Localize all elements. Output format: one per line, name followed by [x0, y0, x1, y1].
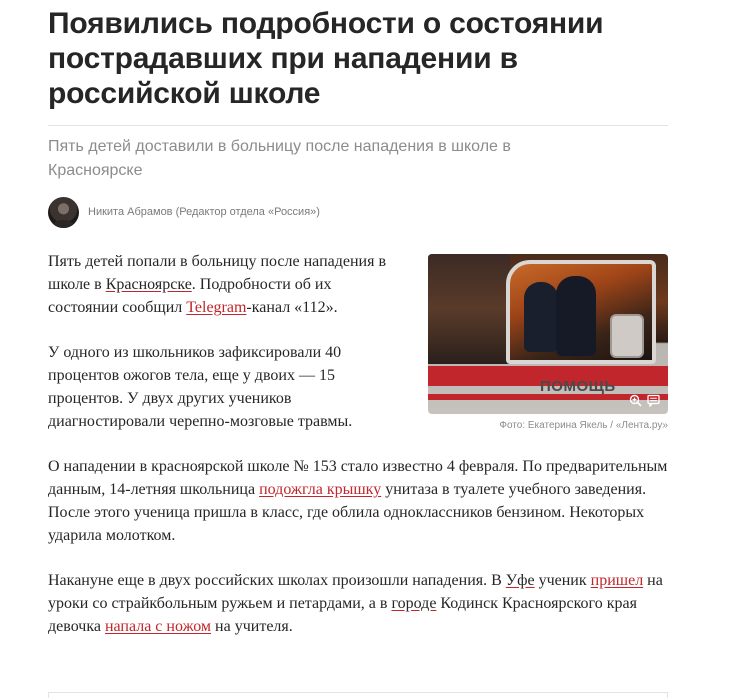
- article-figure: [428, 254, 668, 431]
- next-block-edge: [48, 692, 668, 698]
- article-photo[interactable]: [428, 254, 668, 414]
- paragraph-4-text: Накануне еще в двух российских школах произошли нападения. В: [48, 572, 506, 589]
- author-byline[interactable]: [48, 196, 668, 228]
- author-name[interactable]: Никита Абрамов (Редактор отдела «Россия»): [88, 206, 320, 218]
- zoom-icon[interactable]: [629, 394, 642, 407]
- link-ufa[interactable]: Уфе: [505, 572, 535, 589]
- photo-text: ПОМОЩЬ: [540, 378, 616, 395]
- paragraph-1: [48, 250, 398, 319]
- paragraph-4-text-4: Кодинск Красноярского края девочка: [48, 595, 637, 635]
- paragraph-4: [48, 569, 668, 638]
- paragraph-1-text-2: . Подробности об их состоянии сообщил: [48, 276, 332, 316]
- link-napala-s-nozhom[interactable]: напала с ножом: [104, 618, 212, 635]
- link-telegram[interactable]: Telegram: [186, 299, 247, 316]
- link-krasnoyarsk[interactable]: Красноярске: [105, 276, 192, 293]
- paragraph-3-text: О нападении в красноярской школе № 153 стало известно 4 февраля. По предварительным данным, 14-летняя школьница: [48, 458, 668, 498]
- paragraph-2: У одного из школьников зафиксировали 40 процентов ожогов тела, еще у двоих — 15 процентов. У двух других учеников диагностировали черепно-мозговые травмы.: [48, 344, 353, 430]
- link-prishel[interactable]: пришел: [590, 572, 644, 589]
- article-headline: Появились подробности о состоянии пострадавших при нападении в российской школе: [48, 7, 604, 110]
- link-podozhgla-kryshku[interactable]: подожгла крышку: [259, 481, 382, 498]
- headline-divider: [48, 125, 668, 126]
- paragraph-1-text-3: -канал «112».: [246, 299, 338, 316]
- paragraph-4-text-3: на уроки со страйкбольным ружьем и петардами, а в: [48, 572, 663, 612]
- paragraph-4-text-2: ученик: [534, 572, 591, 589]
- article-lede: Пять детей доставили в больницу после нападения в школе в Красноярске: [48, 138, 511, 179]
- photo-caption: Фото: Екатерина Якель / «Лента.ру»: [499, 420, 668, 431]
- paragraph-4-text-5: на учителя.: [211, 618, 293, 635]
- article: [48, 0, 668, 660]
- paragraph-1-text: Пять детей попали в больницу после нападения в школе в: [48, 253, 387, 293]
- article-body: [48, 250, 668, 638]
- paragraph-3: [48, 455, 668, 547]
- paragraph-3-text-2: унитаза в туалете учебного заведения. После этого ученица пришла в класс, где облила одноклассников бензином. Некоторых ударила молотком.: [48, 481, 647, 544]
- comment-icon[interactable]: [647, 394, 660, 407]
- link-gorode[interactable]: городе: [391, 595, 437, 612]
- author-avatar[interactable]: [48, 197, 79, 228]
